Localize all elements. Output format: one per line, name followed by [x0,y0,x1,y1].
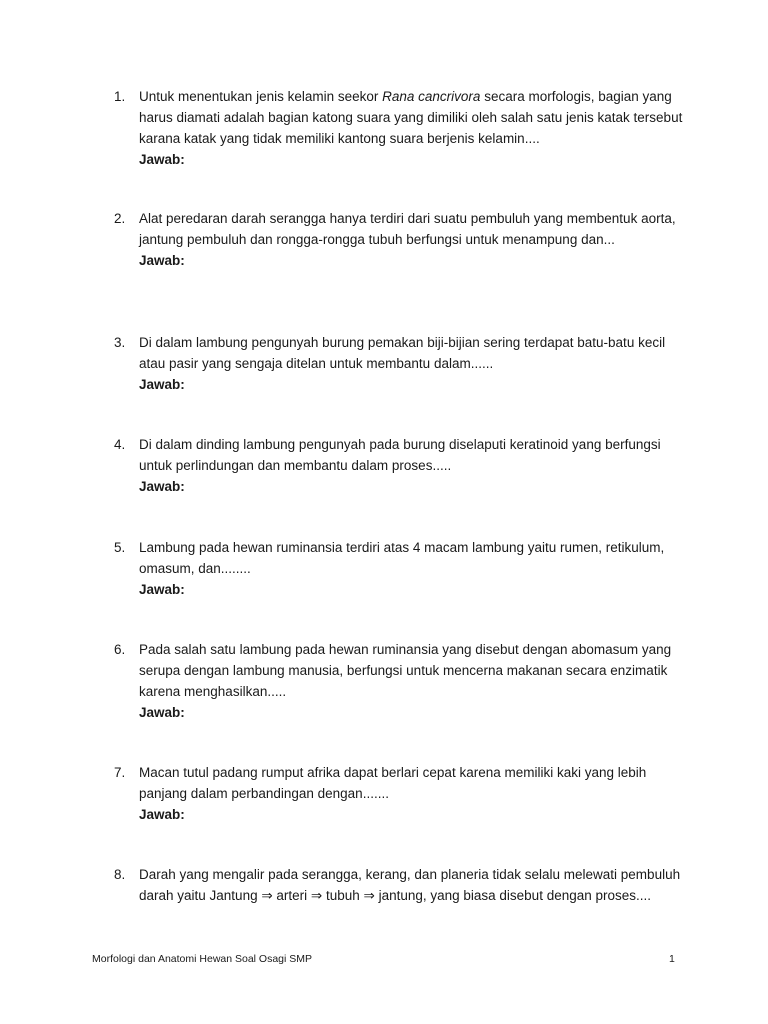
question-text: Alat peredaran darah serangga hanya terdiri dari suatu pembuluh yang membentuk aorta, jantung pembuluh dan rongga-rongga tubuh berfungsi untuk menampung dan... [139,211,676,247]
footer-title: Morfologi dan Anatomi Hewan Soal Osagi SMP [92,953,313,965]
answer-label: Jawab: [139,582,185,597]
question-text: Di dalam dinding lambung pengunyah pada burung diselaputi keratinoid yang berfungsi untuk perlindungan dan membantu dalam proses..... [139,437,661,473]
question-number: 2. [114,211,126,226]
question-8 [114,864,684,906]
answer-label: Jawab: [139,152,185,167]
question-number: 4. [114,437,126,452]
answer-label: Jawab: [139,377,185,392]
question-text: Untuk menentukan jenis kelamin seekor [139,89,383,104]
answer-label: Jawab: [139,807,185,822]
question-2 [114,208,684,271]
question-number: 6. [114,642,126,657]
question-3 [114,332,684,395]
question-5 [114,537,684,600]
answer-label: Jawab: [139,253,185,268]
question-text-cont: secara morfologis, bagian yang harus diamati adalah bagian katong suara yang dimiliki oleh salah satu jenis katak tersebut karana katak yang tidak memiliki kantong suara berjenis kelamin.... [139,89,683,146]
species-name: Rana cancrivora [382,89,481,104]
question-text: Darah yang mengalir pada serangga, kerang, dan planeria tidak selalu melewati pembuluh darah yaitu Jantung ⇒ arteri ⇒ tubuh ⇒ jantung, yang biasa disebut dengan proses.... [139,867,681,903]
page-number: 1 [669,953,675,965]
question-text: Pada salah satu lambung pada hewan ruminansia yang disebut dengan abomasum yang serupa dengan lambung manusia, berfungsi untuk mencerna makanan secara enzimatik karena menghasilkan..... [139,642,672,699]
question-text: Macan tutul padang rumput afrika dapat berlari cepat karena memiliki kaki yang lebih panjang dalam perbandingan dengan....... [139,765,647,801]
question-number: 5. [114,540,126,555]
question-7 [114,762,684,825]
question-number: 1. [114,89,126,104]
question-1 [114,86,684,170]
question-text: Di dalam lambung pengunyah burung pemakan biji-bijian sering terdapat batu-batu kecil atau pasir yang sengaja ditelan untuk membantu dalam...... [139,335,666,371]
question-number: 3. [114,335,126,350]
question-number: 8. [114,867,126,882]
question-4 [114,434,684,497]
answer-label: Jawab: [139,705,185,720]
answer-label: Jawab: [139,479,185,494]
question-number: 7. [114,765,126,780]
question-text: Lambung pada hewan ruminansia terdiri atas 4 macam lambung yaitu rumen, retikulum, omasum, dan........ [139,540,665,576]
question-6 [114,639,684,723]
